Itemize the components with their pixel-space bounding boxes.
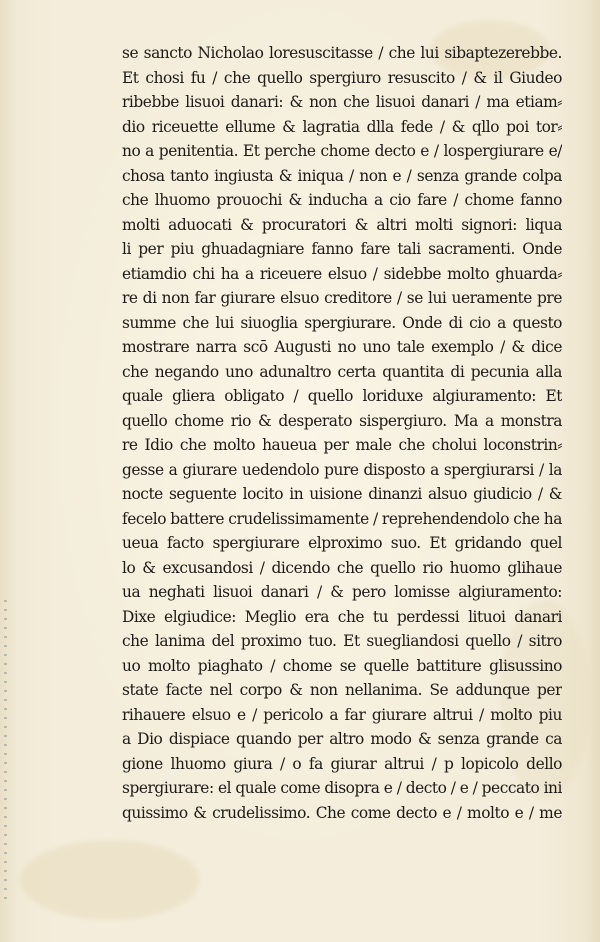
text-line: fecelo battere crudelissimamente / reprehendendolo che ha	[122, 509, 562, 528]
text-line: quale gliera obligato / quello loriduxe algiuramento: Et	[122, 387, 562, 405]
text-line: re di non far giurare elsuo creditore / se lui ueramente pre	[122, 289, 562, 307]
text-line: che negando uno adunaltro certa quantita di pecunia alla	[122, 362, 562, 381]
text-line: quello chome rio & desperato sispergiuro. Ma a monstra	[122, 411, 562, 430]
text-line: quissimo & crudelissimo. Che come decto e / molto e / me	[122, 803, 562, 822]
text-line: summe che lui siuoglia spergiurare. Onde di cio a questo	[122, 313, 562, 332]
text-line: re Idio che molto haueua per male che cholui loconstrin⸗	[122, 436, 562, 454]
text-line: uo molto piaghato / chome se quelle battiture glisussino	[122, 656, 562, 675]
paper-stain	[20, 840, 200, 920]
text-line: a Dio dispiace quando per altro modo & senza grande ca	[122, 730, 562, 748]
text-line: gione lhuomo giura / o fa giurar altrui / p lopicolo dello	[122, 754, 562, 773]
text-line: Et chosi fu / che quello spergiuro resuscito / & il Giudeo	[122, 68, 562, 87]
page-edge-marks	[4, 600, 7, 900]
text-line: rihauere elsuo e / pericolo a far giurare altrui / molto piu	[122, 705, 562, 724]
text-line: no a penitentia. Et perche chome decto e / lospergiurare e/	[122, 142, 562, 160]
text-line: ribebbe lisuoi danari: & non che lisuoi danari / ma etiam⸗	[122, 93, 562, 111]
text-line: molti aduocati & procuratori & altri molti signori: liqua	[122, 215, 562, 234]
text-line: Dixe elgiudice: Meglio era che tu perdessi lituoi danari	[122, 607, 562, 626]
text-line: ueua facto spergiurare elproximo suo. Et gridando quel	[122, 534, 562, 552]
text-line: chosa tanto ingiusta & iniqua / non e / senza grande colpa	[122, 166, 562, 185]
text-line: li per piu ghuadagniare fanno fare tali sacramenti. Onde	[122, 240, 562, 258]
text-line: ua neghati lisuoi danari / & pero lomisse algiuramento:	[122, 583, 562, 601]
text-line: lo & excusandosi / dicendo che quello rio huomo glihaue	[122, 558, 562, 577]
text-line: gesse a giurare uedendolo pure disposto a spergiurarsi / la	[122, 460, 562, 479]
text-line: che lhuomo prouochi & inducha a cio fare / chome fanno	[122, 191, 562, 209]
text-line: etiamdio chi ha a riceuere elsuo / sidebbe molto ghuarda⸗	[122, 264, 562, 283]
text-line: se sancto Nicholao loresuscitasse / che lui sibaptezerebbe.	[122, 44, 562, 62]
text-line: nocte seguente locito in uisione dinanzi alsuo giudicio / &	[122, 485, 562, 503]
text-line: state facte nel corpo & non nellanima. Se addunque per	[122, 681, 562, 699]
text-line: mostrare narra scō Augusti no uno tale exemplo / & dice	[122, 338, 562, 356]
text-line: che lanima del proximo tuo. Et suegliandosi quello / sitro	[122, 632, 562, 650]
body-text	[122, 41, 562, 825]
text-line: dio riceuette ellume & lagratia dlla fede / & qllo poi tor⸗	[122, 117, 562, 136]
text-line: spergiurare: el quale come disopra e / decto / e / peccato ini	[122, 779, 562, 797]
